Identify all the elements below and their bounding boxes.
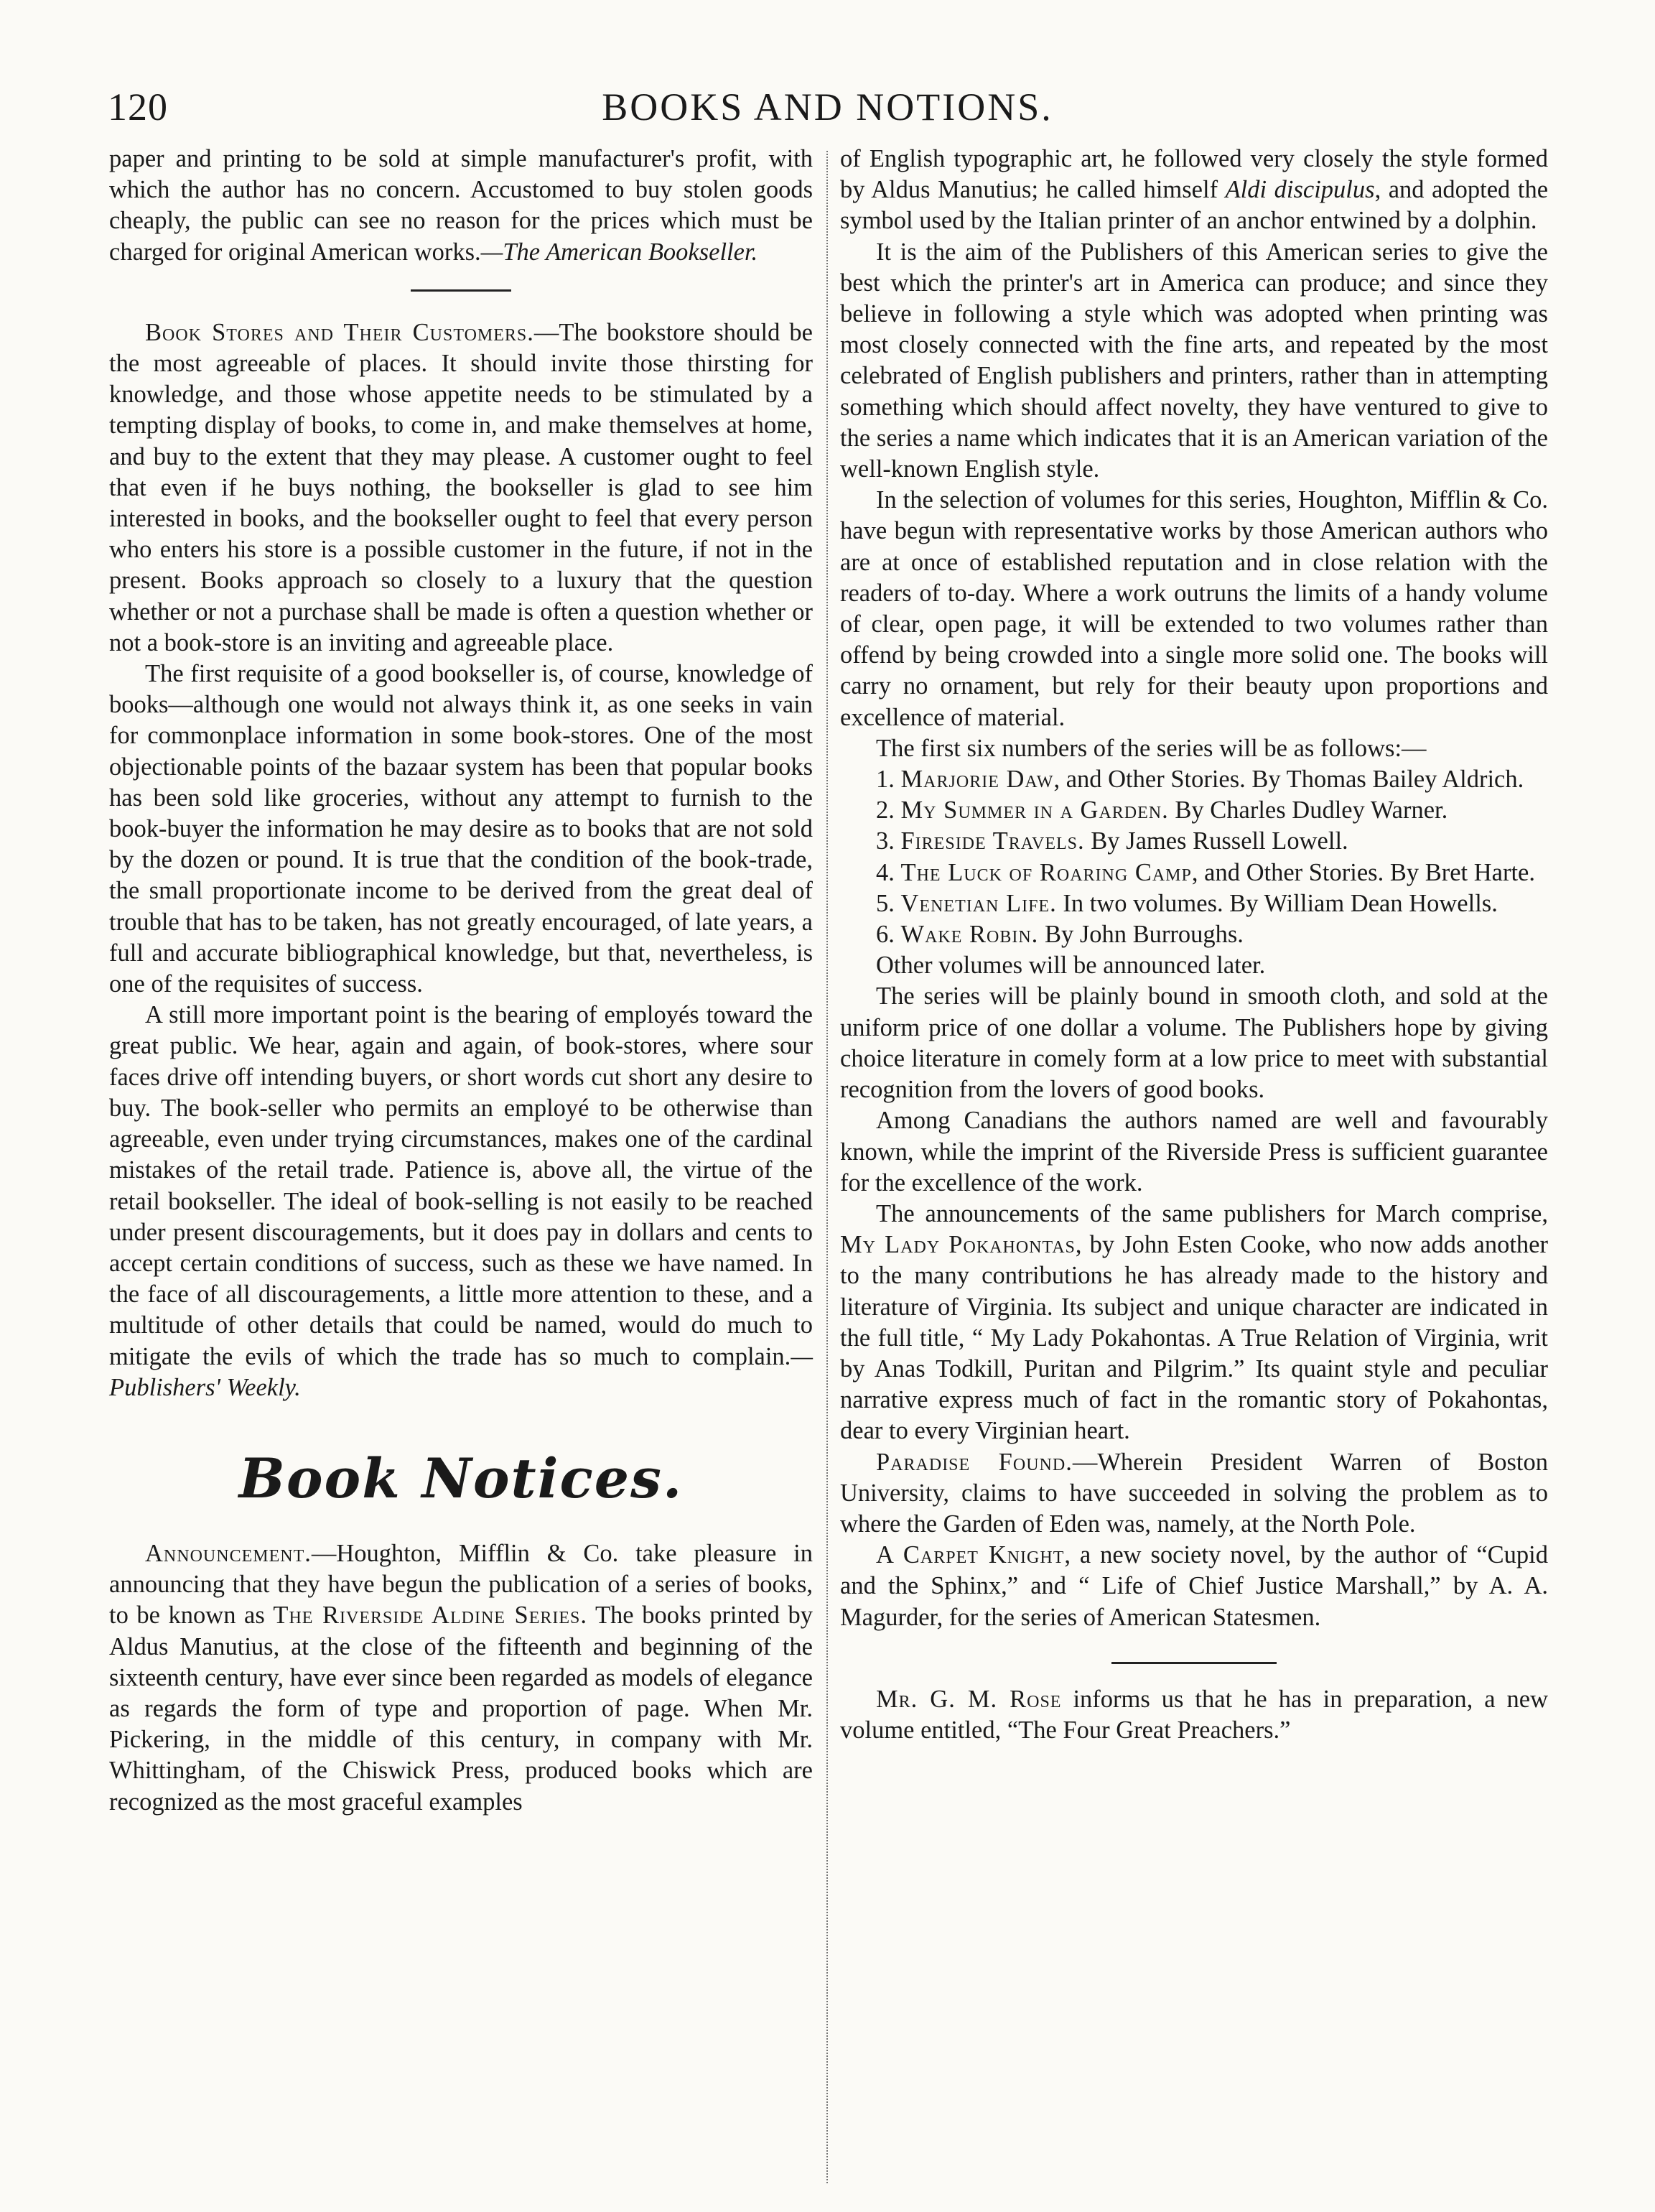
right-column [840,144,1548,1746]
latin-phrase: Aldi discipulus [1225,176,1375,204]
paragraph-text: , a new society novel, by the author of “Cupid and the Sphinx,” and “ Life of Chief Justice Marshall,” by A. A. Magurder, for the series of American Statesmen. [840,1541,1549,1631]
list-item: 2. My Summer in a Garden. By Charles Dudley Warner. [876,796,1448,824]
list-item: 1. Marjorie Daw, and Other Stories. By Thomas Bailey Aldrich. [876,766,1524,794]
list-item: 5. Venetian Life. In two volumes. By William Dean Howells. [876,889,1498,917]
paragraph [840,1199,1548,1447]
section-rule [411,289,511,292]
paragraph-text: paper and printing to be sold at simple manufacturer's profit, with which the author has no concern. Accustomed to buy stolen goods cheaply, the public can see no reason for the prices which must be charged for original American works. [109,145,813,266]
book-title: My Lady Pokahontas [840,1231,1076,1259]
paragraph-text: of English typographic art, he followed very closely the style formed by Aldus Manutius; he called himself [840,145,1548,204]
paragraph-text: , by John Esten Cooke, who now adds another to the many contributions he has already made to the history and literature of Virginia. Its subject and unique character are indicated in the full title, “ My Lady Pokahontas. A True Relation of Virginia, writ by Anas Todkill, Puritan and Pilgrim.” Its quaint style and peculiar narrative express much of fact in the romantic story of Pokahontas, dear to every Virginian heart. [840,1231,1548,1445]
page-number: 120 [108,85,168,129]
paragraph: Other volumes will be announced later. [876,952,1266,980]
series-name: The Riverside Aldine Series. [273,1602,588,1630]
paragraph [840,144,1548,237]
paragraph-text: The books printed by Aldus Manutius, at the close of the fifteenth and beginning of the sixteenth century, have ever since been regarded as models of elegance as regards the form of type and proportion of page. When Mr. Pickering, in the middle of this century, in company with Mr. Whittingham, of the Chiswick Press, produced books which are recognized as the most graceful examples [109,1602,813,1816]
paragraph-text: , and adopted the symbol used by the Italian printer of an anchor entwined by a dolphin. [840,176,1549,235]
list-item: 6. Wake Robin. By John Burroughs. [876,921,1244,949]
column-divider [826,151,828,2183]
section-title: Book Notices. [238,1446,684,1510]
running-head: BOOKS AND NOTIONS. [602,85,1053,129]
list-item: 3. Fireside Travels. By James Russell Lowell. [876,827,1348,855]
paragraph-text: A still more important point is the bearing of employés toward the great public. We hear, again and again, of book-stores, where sour faces drive off intending buyers, or short words cut short any desire to buy. The book-seller who permits an employé to be otherwise than agreeable, even under trying circumstances, makes one of the cardinal mistakes of the retail trade. Patience is, above all, the virtue of the retail bookseller. The ideal of book-selling is not easily to be reached under present discouragements, but it does pay in dollars and cents to accept certain conditions of success, such as these we have named. In the face of all discouragements, a little more attention to these, and a multitude of other details that could be named, would do much to mitigate the evils of which the trade has so much to complain. [109,1001,813,1370]
person-name: Mr. G. M. Rose [876,1685,1062,1713]
paragraph-text: informs us that he has in preparation, a new volume entitled, “The Four Great Preachers.” [840,1685,1548,1744]
paragraph: The series will be plainly bound in smooth cloth, and sold at the uniform price of one dollar a volume. The Publishers hope by giving choice literature in comely form at a low price to meet with substantial recognition from the lovers of good books. [840,982,1548,1104]
left-column [109,144,813,1818]
book-list [840,764,1548,950]
source-attribution: —The American Bookseller. [480,238,758,266]
paragraph-text: —Wherein President Warren of Boston University, claims to have succeeded in solving the problem as to where the Garden of Eden was, namely, at the North Pole. [840,1448,1548,1538]
paragraph [109,1000,813,1403]
paragraph [109,1538,813,1818]
paragraph: The first requisite of a good bookseller is, of course, knowledge of books—although one would not always think it, as one seeks in vain for commonplace information in some book-stores. One of the most objectionable points of the bazaar system has been that popular books has been sold like groceries, without any attempt to furnish to the book-buyer the information he may desire as to books that are not sold by the dozen or pound. It is true that the condition of the book-trade, the small proportionate income to be derived from the great deal of trouble that has to be taken, has not greatly encouraged, of late years, a full and accurate bibliographical knowledge, but that, nevertheless, is one of the requisites of success. [109,660,813,998]
paragraph-text: The announcements of the same publishers for March comprise, [876,1199,1548,1227]
paragraph [109,317,813,659]
paragraph-text: —Houghton, Mifflin & Co. take pleasure in announcing that they have begun the publication of a series of books, to be known as [109,1539,813,1630]
section-rule [1111,1662,1277,1664]
page-header [108,78,1547,129]
list-item: 4. The Luck of Roaring Camp, and Other Stories. By Bret Harte. [876,858,1535,886]
paragraph: Among Canadians the authors named are well and favourably known, while the imprint of the Riverside Press is sufficient guarantee for the excellence of the work. [840,1107,1548,1196]
paragraph: The first six numbers of the series will be as follows:— [876,734,1427,762]
article-title: Book Stores and Their Customers. [145,318,534,346]
paragraph: In the selection of volumes for this series, Houghton, Mifflin & Co. have begun with representative works by those American authors who are at once of established reputation and in close relation with the readers of to-day. Where a work outruns the limits of a handy volume of clear, open page, it will be extended to two volumes rather than offend by being crowded into a single more solid one. The books will carry no ornament, but rely for their beauty upon proportions and excellence of material. [840,486,1548,731]
paragraph [840,1684,1548,1746]
paragraph [840,1447,1548,1540]
book-title: Paradise Found. [876,1448,1073,1476]
paragraph: It is the aim of the Publishers of this American series to give the best which the printer's art in America can produce; and since they believe in following a style which was adopted when printing was most closely connected with the fine arts, and repeated by the most celebrated of English publishers and printers, rather than in attempting something which should affect novelty, they have ventured to give to the series a name which indicates that it is an American variation of the well-known English style. [840,238,1548,483]
source-attribution: —Publishers' Weekly. [109,1342,813,1401]
article-title: Announcement. [145,1539,312,1567]
paragraph [840,1540,1548,1633]
book-title: A Carpet Knight [876,1541,1065,1569]
paragraph [109,144,813,268]
paragraph-text: —The bookstore should be the most agreeable of places. It should invite those thirsting for knowledge, and those whose appetite needs to be stimulated by a tempting display of books, to come in, and make themselves at home, and buy to the extent that they may please. A customer ought to feel that even if he buys nothing, the bookseller is glad to see him interested in books, and the bookseller ought to feel that every person who enters his store is a possible customer in the future, if not in the present. Books approach so closely to a luxury that the question whether or not a purchase shall be made is often a question whether or not a book-store is an inviting and agreeable place. [109,318,813,656]
